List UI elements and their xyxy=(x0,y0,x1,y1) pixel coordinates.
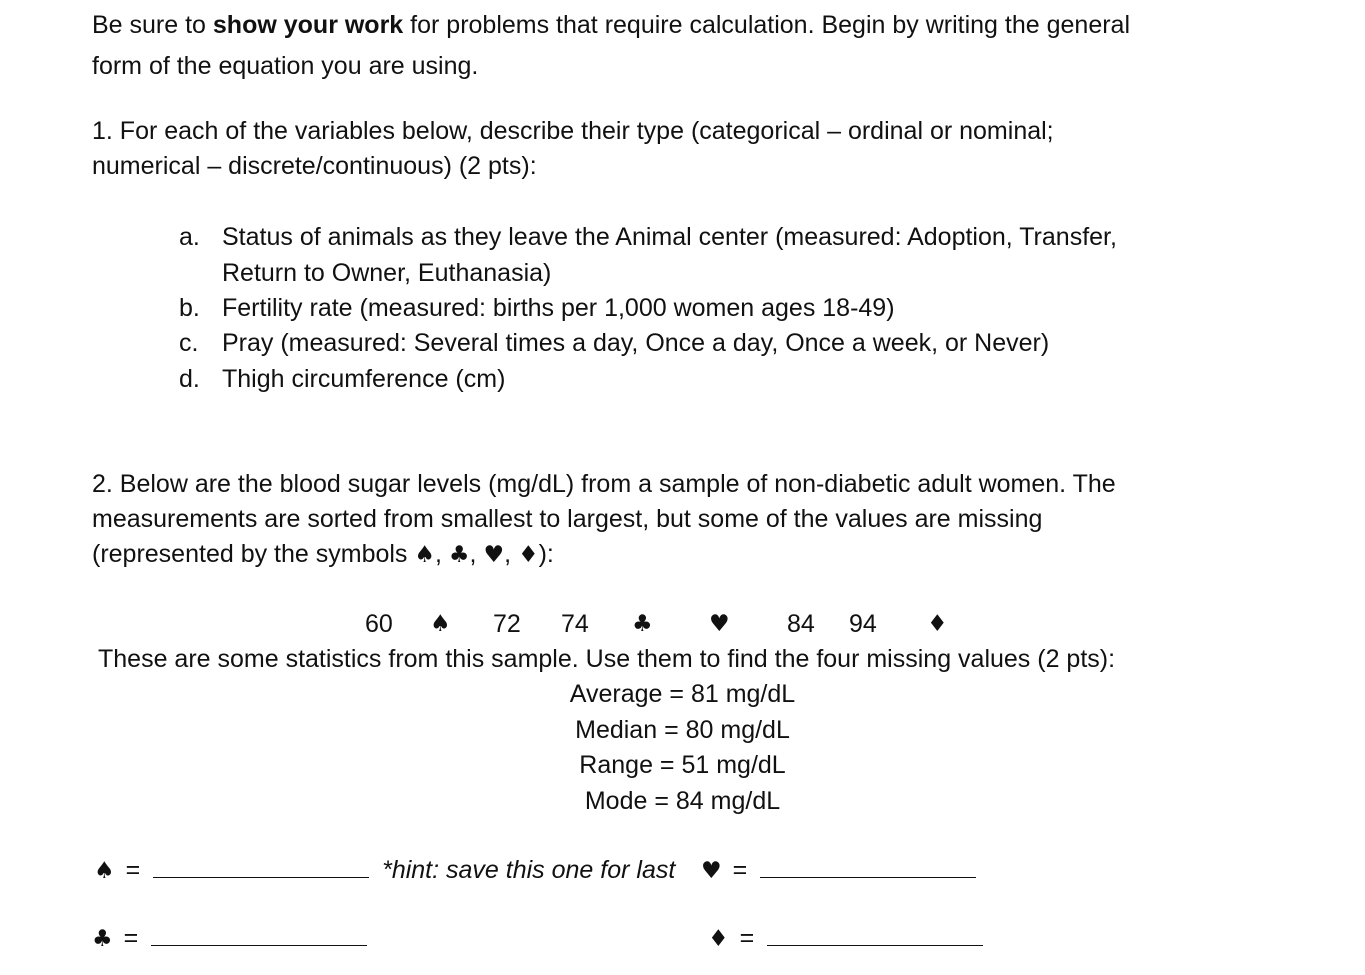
q2-line-2: measurements are sorted from smallest to largest, but some of the values are missing xyxy=(92,505,1043,533)
q1-item-text: Status of animals as they leave the Animal center (measured: Adoption, Transfer, xyxy=(222,223,1117,251)
sequence-value: 84 xyxy=(787,610,815,638)
diamond-icon: ♦ xyxy=(517,542,539,568)
q1-item-text: Pray (measured: Several times a day, Once a day, Once a week, or Never) xyxy=(222,329,1050,357)
intro-prefix: Be sure to xyxy=(92,11,213,39)
q1-item-letter: a. xyxy=(179,223,200,251)
spade-icon: ♠ xyxy=(94,858,115,884)
answer-diamond xyxy=(708,921,983,957)
equals-sign: = xyxy=(732,856,748,884)
answer-club xyxy=(92,921,367,957)
q1-item-letter: c. xyxy=(179,329,199,357)
spade-icon: ♠ xyxy=(430,611,451,637)
stats-intro: These are some statistics from this sample. Use them to find the four missing values (2 pts): xyxy=(98,645,1116,673)
stat-mode: Mode = 84 mg/dL xyxy=(584,787,781,815)
equals-sign: = xyxy=(739,924,755,952)
q1-line-1: 1. For each of the variables below, describe their type (categorical – ordinal or nominal; xyxy=(92,117,1054,145)
sequence-value: 72 xyxy=(493,610,521,638)
answer-heart xyxy=(701,853,976,889)
q1-item-text: Thigh circumference (cm) xyxy=(222,365,506,393)
stat-range: Range = 51 mg/dL xyxy=(579,751,786,779)
sequence-value: 60 xyxy=(365,610,393,638)
spade-answer-blank[interactable] xyxy=(153,857,369,878)
intro-suffix: for problems that require calculation. Begin by writing the general xyxy=(403,11,1131,39)
q2-line-1: 2. Below are the blood sugar levels (mg/dL) from a sample of non-diabetic adult women. The xyxy=(92,470,1116,498)
equals-sign: = xyxy=(123,924,139,952)
heart-icon: ♥ xyxy=(483,542,505,568)
heart-icon: ♥ xyxy=(701,858,722,884)
q2-line-3: (represented by the symbols ♠, ♣, ♥, ♦): xyxy=(92,540,554,568)
club-icon: ♣ xyxy=(632,611,653,637)
club-icon: ♣ xyxy=(92,926,113,952)
q1-item-text-cont: Return to Owner, Euthanasia) xyxy=(222,259,552,287)
diamond-icon: ♦ xyxy=(927,611,948,637)
equals-sign: = xyxy=(125,856,141,884)
intro-bold: show your work xyxy=(212,11,404,39)
answer-spade xyxy=(94,853,675,889)
sequence-value: 94 xyxy=(849,610,877,638)
club-icon: ♣ xyxy=(448,542,470,568)
stat-average: Average = 81 mg/dL xyxy=(569,680,796,708)
diamond-icon: ♦ xyxy=(708,926,729,952)
stat-median: Median = 80 mg/dL xyxy=(575,716,790,744)
q1-item-letter: b. xyxy=(179,294,200,322)
heart-icon: ♥ xyxy=(709,611,730,637)
hint-text: *hint: save this one for last xyxy=(382,856,676,884)
q1-line-2: numerical – discrete/continuous) (2 pts): xyxy=(92,152,537,180)
q2-line-3-suffix: ): xyxy=(538,540,554,568)
diamond-answer-blank[interactable] xyxy=(767,925,983,946)
club-answer-blank[interactable] xyxy=(151,925,367,946)
q1-item-text: Fertility rate (measured: births per 1,000 women ages 18-49) xyxy=(222,294,895,322)
intro-line-2: form of the equation you are using. xyxy=(92,52,479,80)
sequence-value: 74 xyxy=(561,610,589,638)
spade-icon: ♠ xyxy=(414,542,436,568)
q1-item-letter: d. xyxy=(179,365,200,393)
q2-line-3-prefix: (represented by the symbols xyxy=(92,540,415,568)
heart-answer-blank[interactable] xyxy=(760,857,976,878)
intro-line-1 xyxy=(92,8,1130,43)
